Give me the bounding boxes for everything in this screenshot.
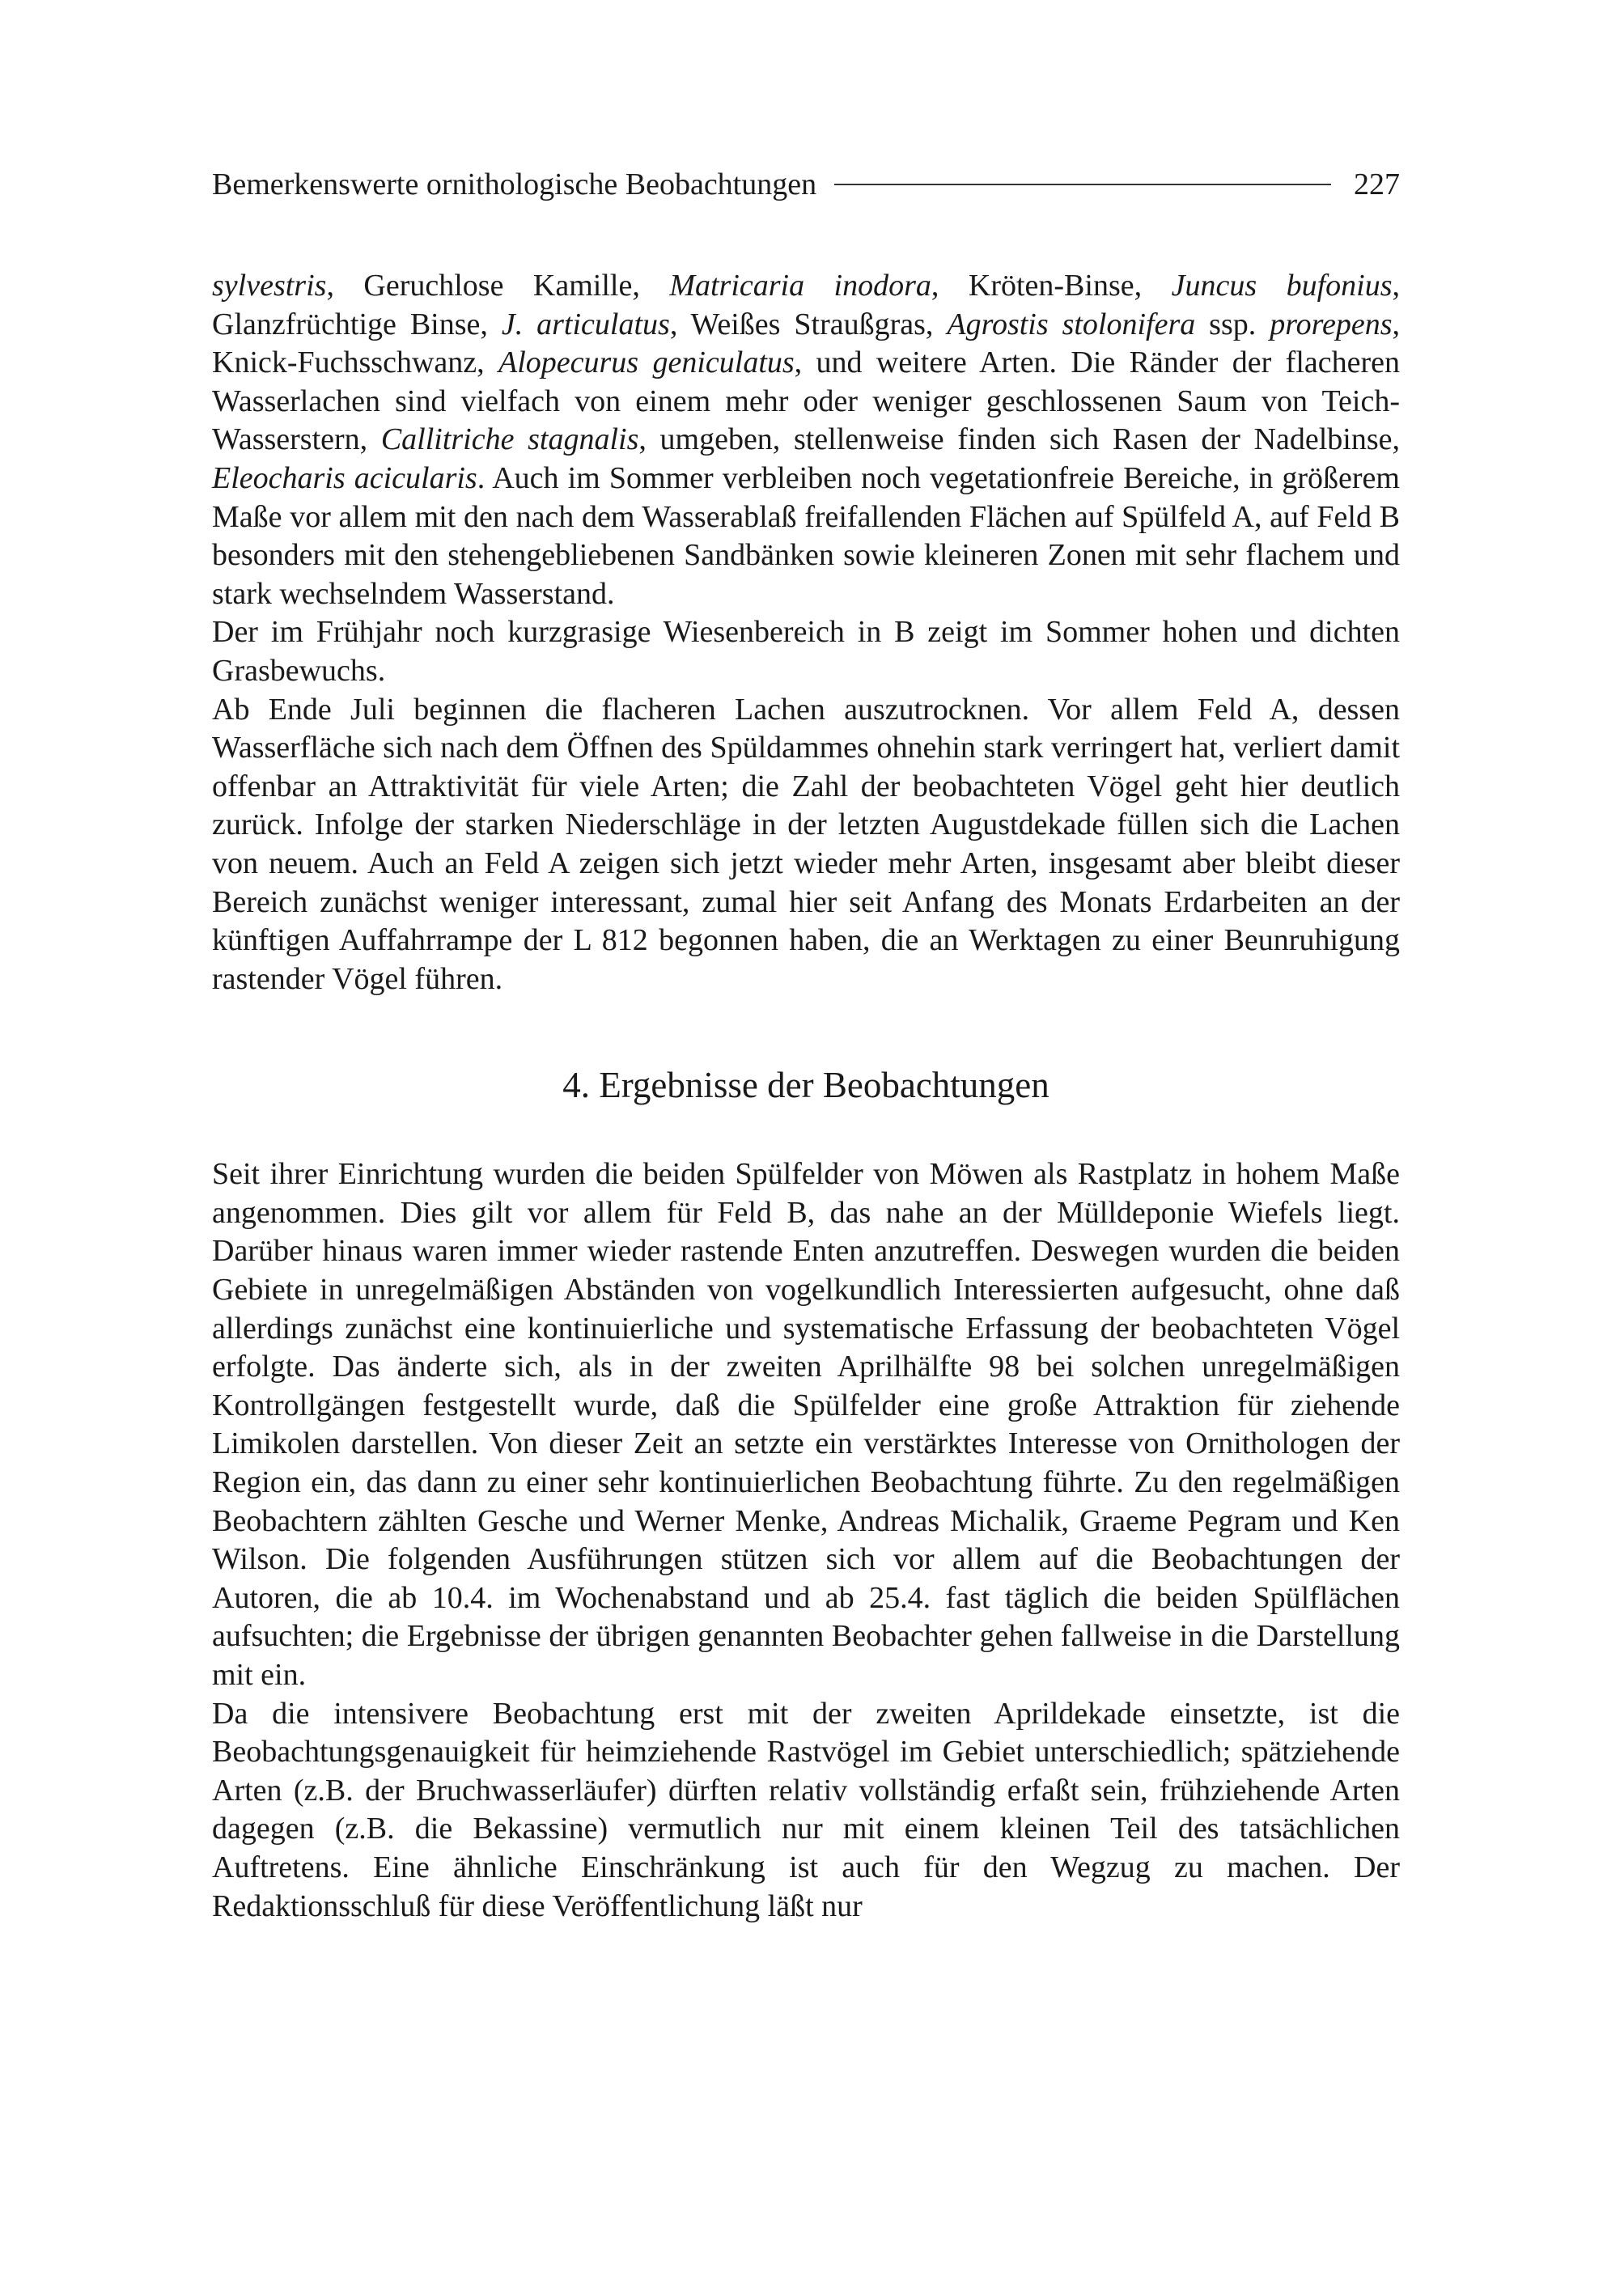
text-run: , und weitere Arten. Die Ränder der flacheren Wasserlachen sind vielfach von einem mehr oder weniger geschlossenen Saum von Teich-Wasserstern,: [212, 345, 1400, 457]
text-run: , Knick-Fuchsschwanz,: [212, 307, 1400, 380]
species-name: J. articulatus: [501, 307, 670, 341]
species-name: prorepens: [1270, 307, 1393, 341]
text-run: . Auch im Sommer verbleiben noch vegetationfreie Bereiche, in größerem Maße vor allem mit den nach dem Wasserablaß freifallenden Flächen auf Spülfeld A, auf Feld B besonders mit den stehengebliebenen Sandbänken sowie kleineren Zonen mit sehr flachem und stark wechselndem Wasserstand.: [212, 460, 1400, 611]
paragraph: [212, 613, 1400, 690]
page: [212, 162, 1400, 1926]
text-run: , Glanzfrüchtige Binse,: [212, 269, 1400, 341]
text-run: Seit ihrer Einrichtung wurden die beiden Spülfelder von Möwen als Rastplatz in hohem Maße angenommen. Dies gilt vor allem für Feld B, das nahe an der Mülldeponie Wiefels liegt. Darüber hinaus waren immer wieder rastende Enten anzutreffen. Deswegen wurden die beiden Gebiete in unregelmäßigen Abständen von vogelkundlich Interessierten aufgesucht, ohne daß allerdings zunächst eine kontinuierliche und systematische Erfassung der beobachteten Vögel erfolgte. Das änderte sich, als in der zweiten Aprilhälfte 98 bei solchen unregelmäßigen Kontrollgängen festgestellt wurde, daß die Spülfelder eine große Attraktion für ziehende Limikolen darstellen. Von dieser Zeit an setzte ein verstärktes Interesse von Ornithologen der Region ein, das dann zu einer sehr kontinuierlichen Beobachtung führte. Zu den regelmäßigen Beobachtern zählten Gesche und Werner Menke, Andreas Michalik, Graeme Pegram und Ken Wilson. Die folgenden Ausführungen stützen sich vor allem auf die Beobachtungen der Autoren, die ab 10.4. im Wochenabstand und ab 25.4. fast täglich die beiden Spülflächen aufsuchten; die Ergebnisse der übrigen genannten Beobachter gehen fallweise in die Darstellung mit ein.: [212, 1157, 1400, 1692]
text-run: , Geruchlose Kamille,: [326, 269, 670, 303]
running-head-rule: [834, 184, 1331, 185]
paragraph: [212, 691, 1400, 999]
page-number: 227: [1354, 167, 1400, 201]
species-name: Juncus bufonius: [1171, 269, 1393, 303]
text-run: , umgeben, stellenweise finden sich Rasen der Nadelbinse,: [638, 422, 1401, 457]
species-name: Alopecurus geniculatus: [498, 345, 795, 380]
paragraph: [212, 267, 1400, 613]
text-run: , Kröten-Binse,: [931, 269, 1172, 303]
species-name: Matricaria inodora: [669, 269, 931, 303]
section-text: [212, 1155, 1400, 1926]
text-run: Da die intensivere Beobachtung erst mit der zweiten Aprildekade einsetzte, ist die Beobachtungsgenauigkeit für heimziehende Rastvögel im Gebiet unterschiedlich; spätziehende Arten (z.B. der Bruchwasserläufer) dürften relativ vollständig erfaßt sein, frühziehende Arten dagegen (z.B. die Bekassine) vermutlich nur mit einem kleinen Teil des tatsächlichen Auftretens. Eine ähnliche Einschränkung ist auch für den Wegzug zu machen. Der Redaktionsschluß für diese Veröffentlichung läßt nur: [212, 1696, 1400, 1923]
species-name: sylvestris: [212, 269, 327, 303]
species-name: Agrostis stolonifera: [947, 307, 1196, 341]
intro-text: [212, 267, 1400, 998]
text-run: , Weißes Straußgras,: [669, 307, 948, 341]
paragraph: [212, 1155, 1400, 1694]
running-head-title: Bemerkenswerte ornithologische Beobachtungen: [212, 167, 817, 201]
species-name: Eleocharis acicularis: [212, 460, 477, 495]
text-run: ssp.: [1195, 307, 1270, 341]
text-run: Ab Ende Juli beginnen die flacheren Lachen auszutrocknen. Vor allem Feld A, dessen Wasserfläche sich nach dem Öffnen des Spüldammes ohnehin stark verringert hat, verliert damit offenbar an Attraktivität für viele Arten; die Zahl der beobachteten Vögel geht hier deutlich zurück. Infolge der starken Niederschläge in der letzten Augustdekade füllen sich die Lachen von neuem. Auch an Feld A zeigen sich jetzt wieder mehr Arten, insgesamt aber bleibt dieser Bereich zunächst weniger interessant, zumal hier seit Anfang des Monats Erdarbeiten an der künftigen Auffahrrampe der L 812 begonnen haben, die an Werktagen zu einer Beunruhigung rastender Vögel führen.: [212, 692, 1400, 996]
text-run: Der im Frühjahr noch kurzgrasige Wiesenbereich in B zeigt im Sommer hohen und dichten Grasbewuchs.: [212, 615, 1400, 688]
paragraph: [212, 1695, 1400, 1926]
species-name: Callitriche stagnalis: [380, 422, 639, 457]
running-head: [212, 162, 1400, 207]
section-heading: 4. Ergebnisse der Beobachtungen: [562, 1065, 1049, 1106]
